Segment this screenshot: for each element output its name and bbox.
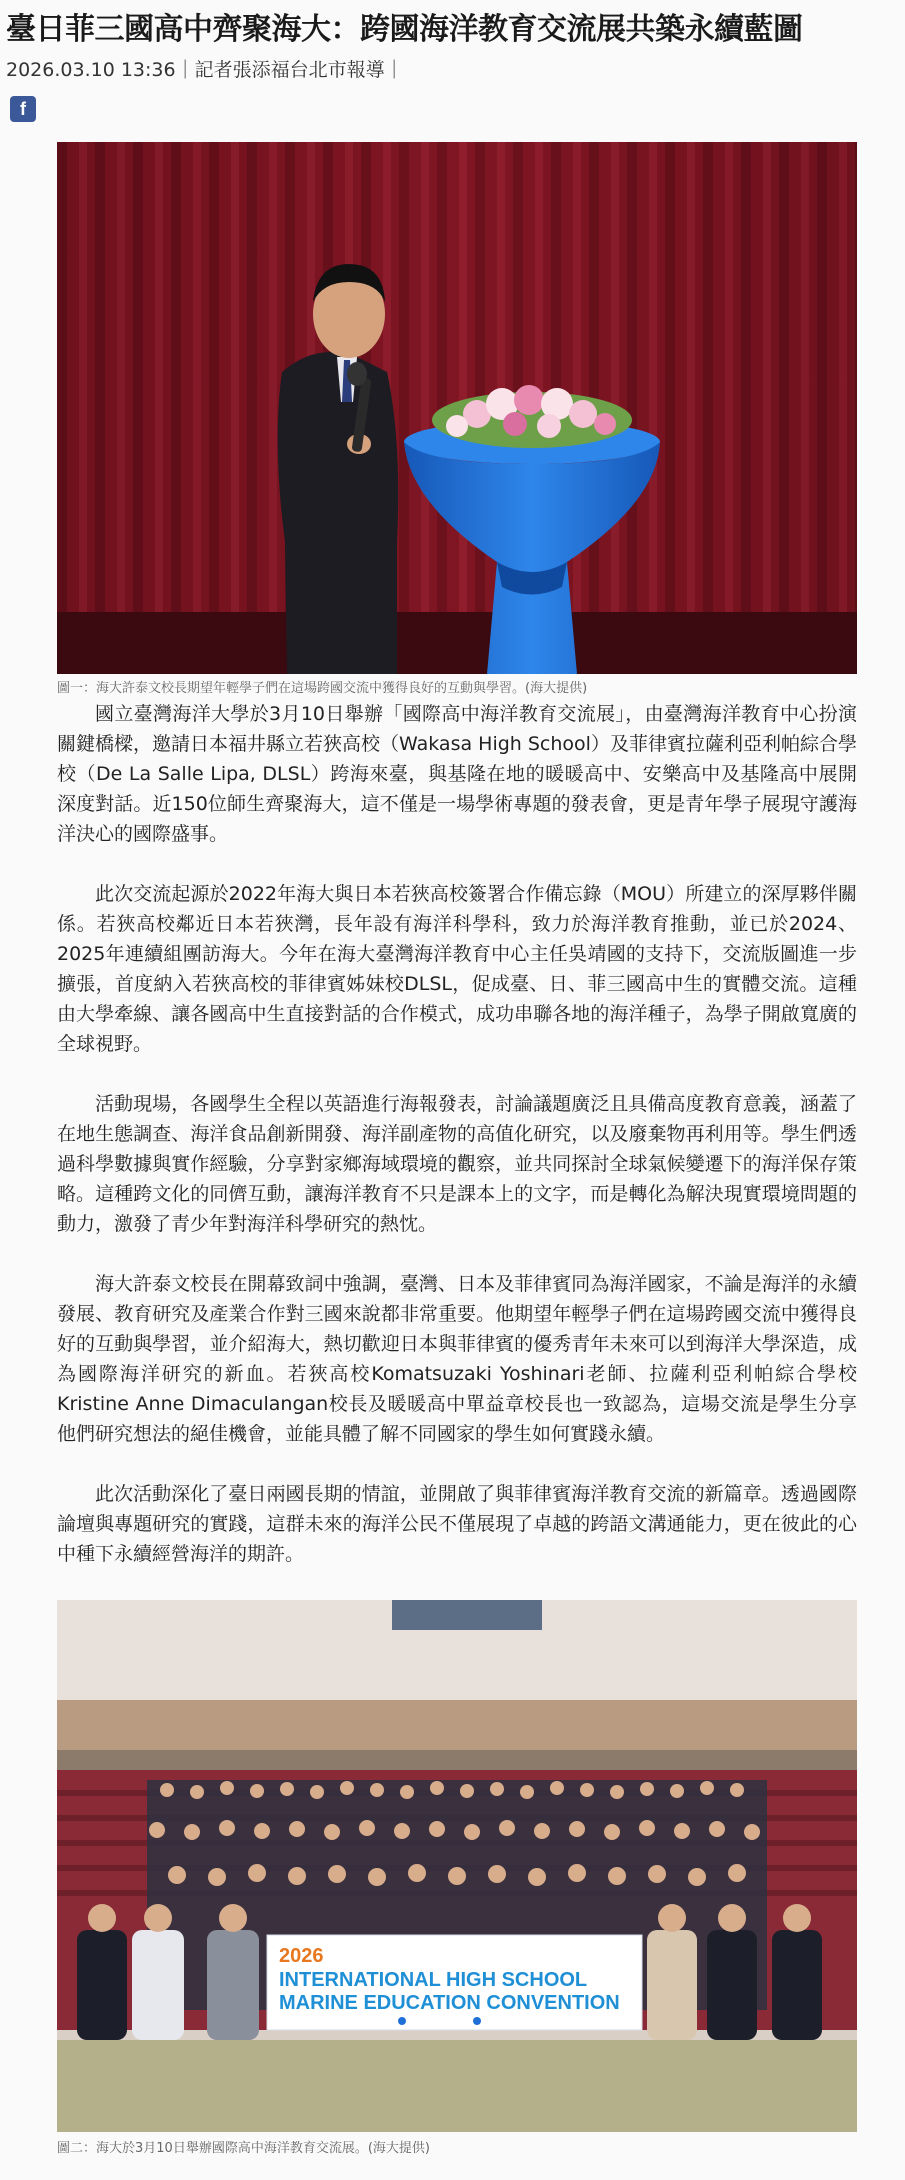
banner-year: 2026	[279, 1945, 324, 1967]
photo-speaker-at-podium	[57, 142, 857, 674]
group-photo-illustration	[57, 1600, 857, 2132]
figure1-caption: 圖一：海大許泰文校長期望年輕學子們在這場跨國交流中獲得良好的互動與學習。(海大提供)	[57, 681, 588, 696]
article-paragraph: 國立臺灣海洋大學於3月10日舉辦「國際高中海洋教育交流展」，由臺灣海洋教育中心扮演關鍵橋樑，邀請日本福井縣立若狹高校（Wakasa High School）及菲律賓拉薩利亞利帕綜合學校（De La Salle Lipa, DLSL）跨海來臺，與基隆在地的暖暖高中、安樂高中及基隆高中展開深度對話。近150位師生齊聚海大，這不僅是一場學術專題的發表會，更是青年學子展現守護海洋決心的國際盛事。	[57, 703, 857, 845]
facebook-icon: f	[20, 99, 26, 119]
speaker-photo-illustration	[57, 142, 857, 674]
facebook-share-button[interactable]	[10, 96, 36, 122]
article-body	[57, 699, 857, 1599]
article-paragraph: 活動現場，各國學生全程以英語進行海報發表，討論議題廣泛且具備高度教育意義，涵蓋了在地生態調查、海洋食品創新開發、海洋副產物的高值化研究，以及廢棄物再利用等。學生們透過科學數據與實作經驗，分享對家鄉海域環境的觀察，並共同探討全球氣候變遷下的海洋保存策略。這種跨文化的同儕互動，讓海洋教育不只是課本上的文字，而是轉化為解決現實環境問題的動力，激發了青少年對海洋科學研究的熱忱。	[57, 1093, 857, 1235]
photo-group-in-auditorium	[57, 1600, 857, 2132]
article-byline: 2026.03.10 13:36｜記者張添福台北市報導｜	[6, 59, 404, 81]
figure2-caption: 圖二：海大於3月10日舉辦國際高中海洋教育交流展。(海大提供)	[57, 2141, 430, 2156]
banner-line2: MARINE EDUCATION CONVENTION	[279, 1992, 620, 2014]
convention-banner	[267, 1935, 642, 2030]
banner-line1: INTERNATIONAL HIGH SCHOOL	[279, 1969, 588, 1991]
article-headline: 臺日菲三國高中齊聚海大：跨國海洋教育交流展共築永續藍圖	[6, 12, 803, 47]
article-paragraph: 此次交流起源於2022年海大與日本若狹高校簽署合作備忘錄（MOU）所建立的深厚夥伴關係。若狹高校鄰近日本若狹灣，長年設有海洋科學科，致力於海洋教育推動，並已於2024、2025年連續組團訪海大。今年在海大臺灣海洋教育中心主任吳靖國的支持下，交流版圖進一步擴張，首度納入若狹高校的菲律賓姊妹校DLSL，促成臺、日、菲三國高中生的實體交流。這種由大學牽線、讓各國高中生直接對話的合作模式，成功串聯各地的海洋種子，為學子開啟寬廣的全球視野。	[57, 883, 857, 1055]
article-paragraph: 海大許泰文校長在開幕致詞中強調，臺灣、日本及菲律賓同為海洋國家，不論是海洋的永續發展、教育研究及產業合作對三國來說都非常重要。他期望年輕學子們在這場跨國交流中獲得良好的互動與學習，並介紹海大，熱切歡迎日本與菲律賓的優秀青年未來可以到海洋大學深造，成為國際海洋研究的新血。若狹高校Komatsuzaki Yoshinari老師、拉薩利亞利帕綜合學校Kristine Anne Dimaculangan校長及暖暖高中單益章校長也一致認為，這場交流是學生分享他們研究想法的絕佳機會，並能具體了解不同國家的學生如何實踐永續。	[57, 1273, 857, 1445]
article-paragraph: 此次活動深化了臺日兩國長期的情誼，並開啟了與菲律賓海洋教育交流的新篇章。透過國際論壇與專題研究的實踐，這群未來的海洋公民不僅展現了卓越的跨語文溝通能力，更在彼此的心中種下永續經營海洋的期許。	[57, 1483, 857, 1565]
